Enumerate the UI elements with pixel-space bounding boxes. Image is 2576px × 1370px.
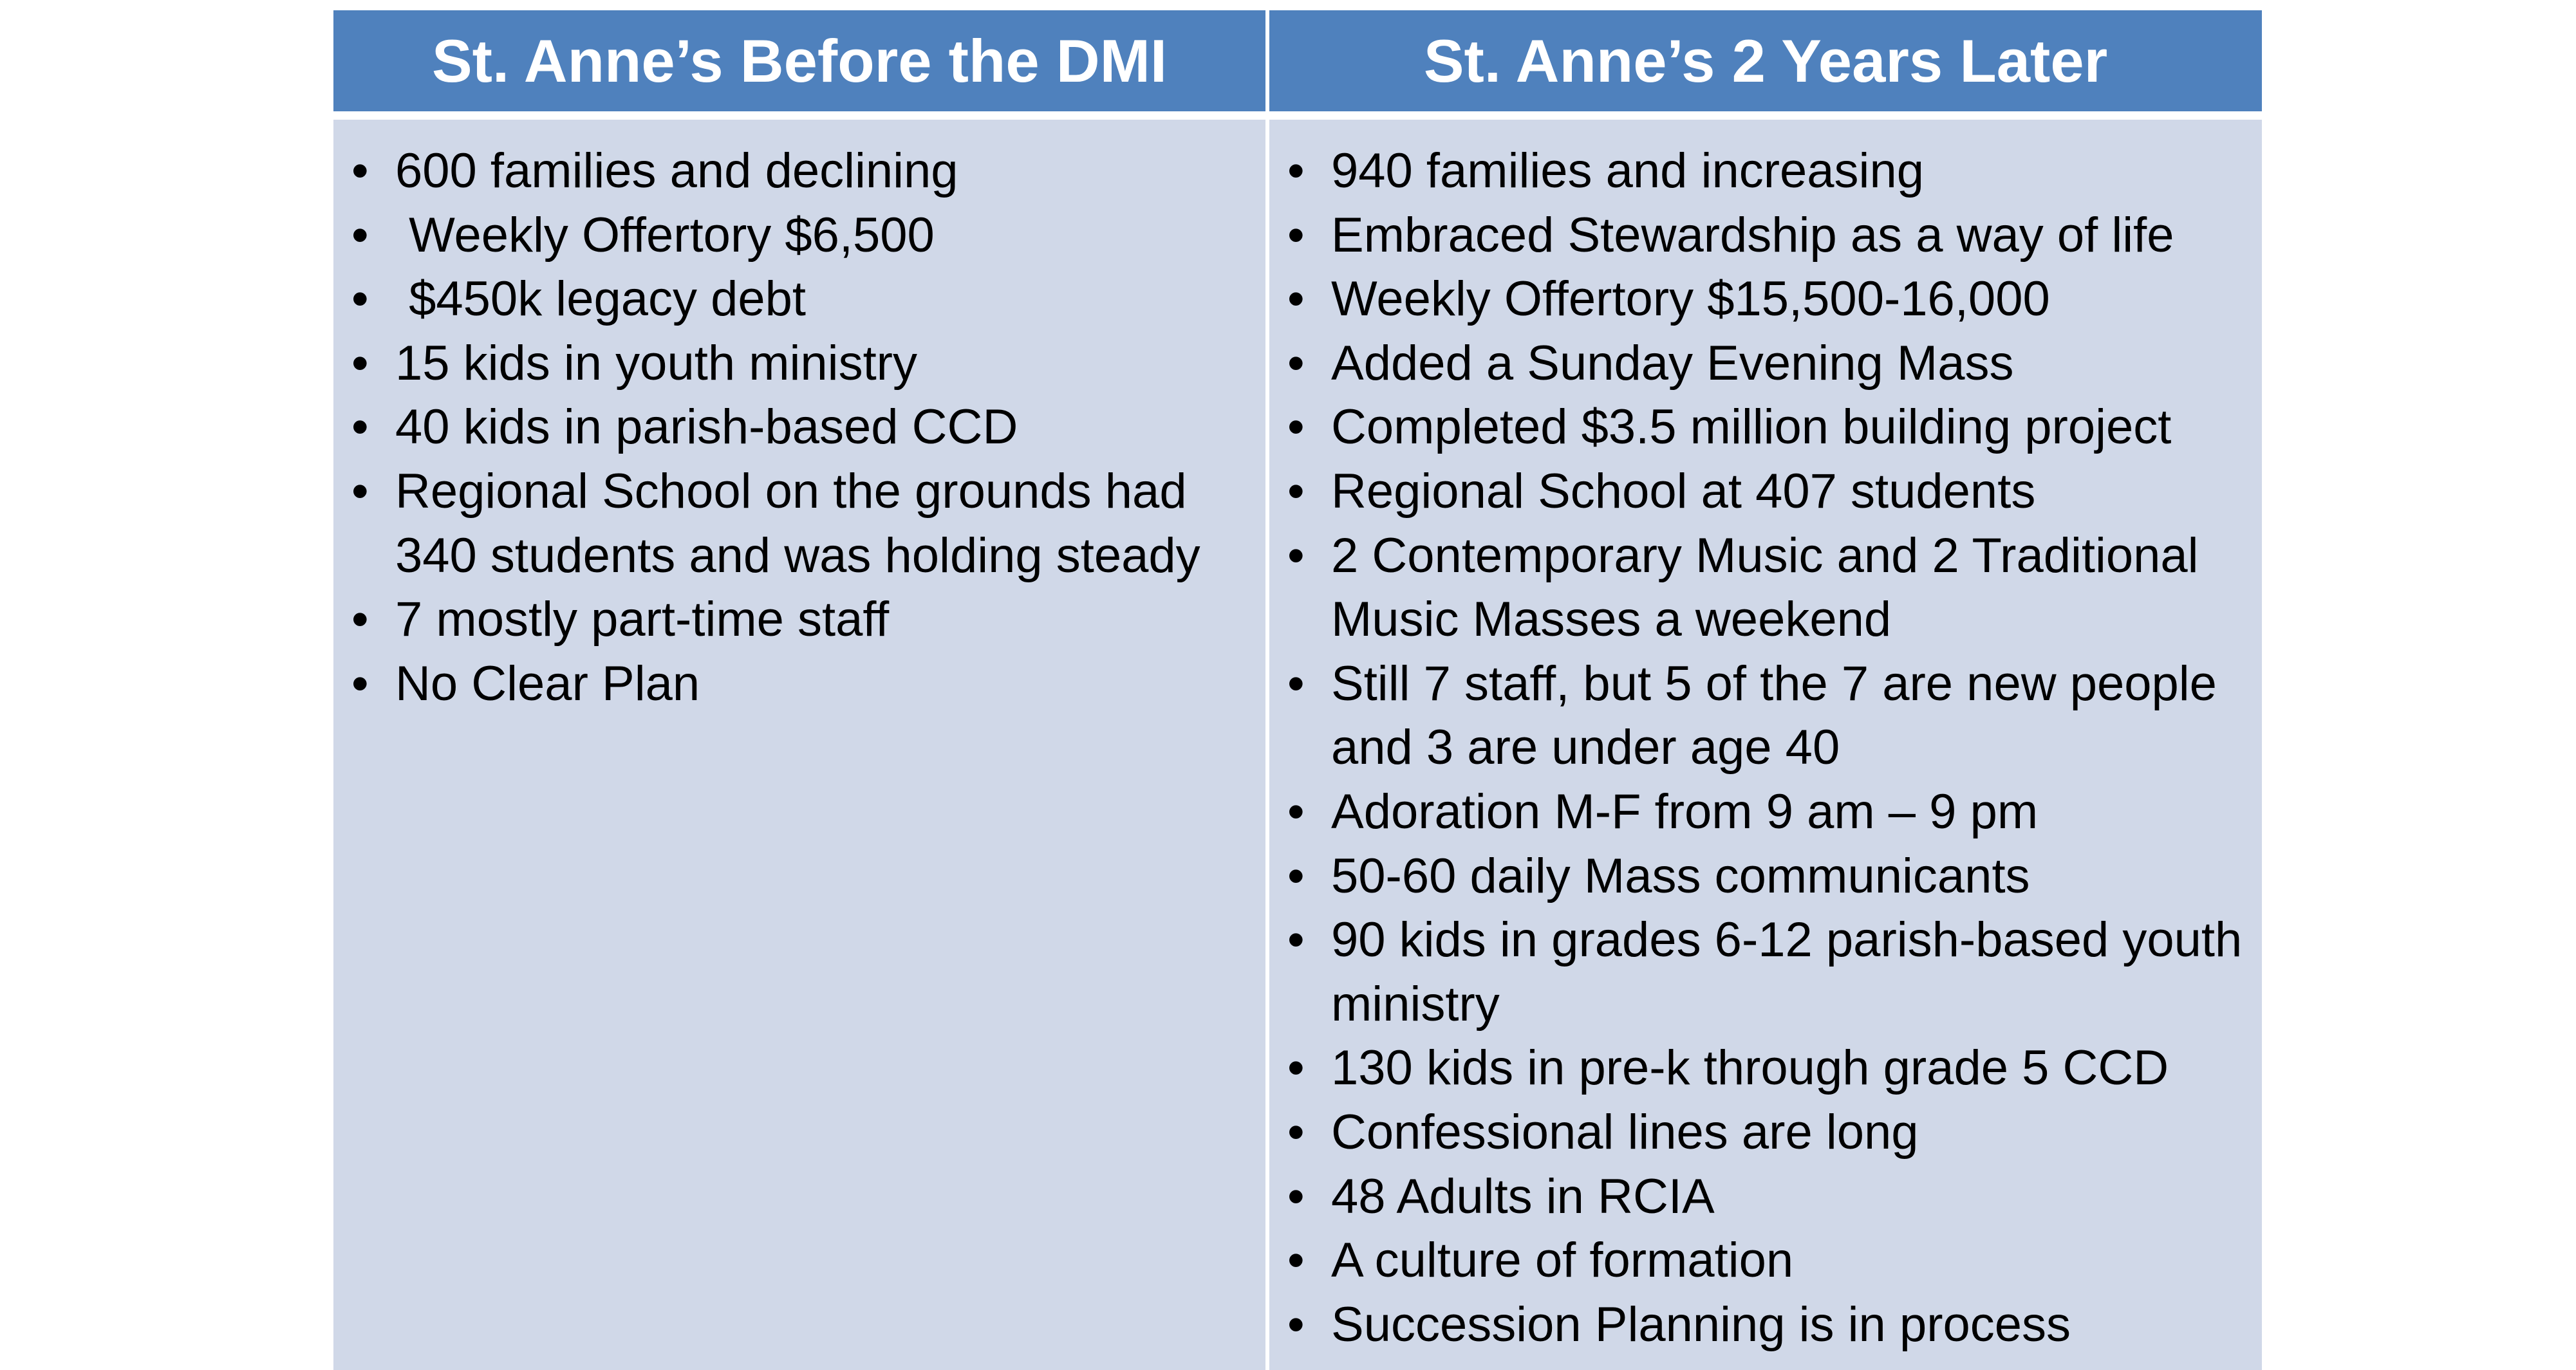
two-years-later-item-text: A culture of formation bbox=[1331, 1233, 1794, 1288]
bullet-icon: • bbox=[1287, 848, 1305, 903]
two-years-later-item-text: Regional School at 407 students bbox=[1331, 463, 2036, 519]
two-years-later-item bbox=[1287, 780, 2259, 844]
before-dmi-item bbox=[351, 652, 1253, 716]
bullet-icon: • bbox=[351, 143, 369, 198]
before-dmi-item-text: 15 kids in youth ministry bbox=[395, 335, 917, 391]
two-years-later-item bbox=[1287, 524, 2259, 652]
two-years-later-item bbox=[1287, 395, 2259, 459]
two-years-later-item bbox=[1287, 1165, 2259, 1229]
bullet-icon: • bbox=[351, 335, 369, 391]
before-dmi-column bbox=[333, 120, 1265, 1370]
bullet-icon: • bbox=[351, 207, 369, 263]
two-years-later-item-text: Embraced Stewardship as a way of life bbox=[1331, 207, 2174, 263]
before-dmi-item bbox=[351, 203, 1253, 268]
before-dmi-item-text: No Clear Plan bbox=[395, 656, 700, 711]
two-years-later-item-text: 130 kids in pre-k through grade 5 CCD bbox=[1331, 1041, 2169, 1096]
before-dmi-item-text: 7 mostly part-time staff bbox=[395, 592, 890, 647]
two-years-later-item-text: Added a Sunday Evening Mass bbox=[1331, 335, 2014, 391]
before-dmi-item-text: 600 families and declining bbox=[395, 143, 958, 198]
before-dmi-item bbox=[351, 267, 1253, 331]
bullet-icon: • bbox=[1287, 463, 1305, 519]
two-years-later-item bbox=[1287, 331, 2259, 396]
before-dmi-list bbox=[351, 139, 1253, 716]
before-dmi-item bbox=[351, 395, 1253, 459]
bullet-icon: • bbox=[351, 592, 369, 647]
two-years-later-item bbox=[1287, 1036, 2259, 1100]
two-years-later-item-text: Confessional lines are long bbox=[1331, 1104, 1919, 1160]
before-dmi-item bbox=[351, 139, 1253, 203]
two-years-later-item-text: 90 kids in grades 6-12 parish-based youth ministry bbox=[1331, 912, 2256, 1032]
before-dmi-item bbox=[351, 459, 1253, 588]
two-years-later-list bbox=[1287, 139, 2259, 1356]
two-years-later-item-text: Adoration M-F from 9 am – 9 pm bbox=[1331, 784, 2039, 839]
bullet-icon: • bbox=[1287, 400, 1305, 455]
two-years-later-item bbox=[1287, 1293, 2259, 1357]
before-dmi-item-text: Weekly Offertory $6,500 bbox=[395, 207, 935, 263]
bullet-icon: • bbox=[1287, 912, 1305, 968]
bullet-icon: • bbox=[1287, 143, 1305, 198]
bullet-icon: • bbox=[1287, 784, 1305, 839]
two-years-later-item-text: 50-60 daily Mass communicants bbox=[1331, 848, 2030, 903]
two-years-later-item-text: Weekly Offertory $15,500-16,000 bbox=[1331, 272, 2050, 327]
two-years-later-header: St. Anne’s 2 Years Later bbox=[1269, 10, 2262, 111]
two-years-later-item-text: 2 Contemporary Music and 2 Traditional Music Masses a weekend bbox=[1331, 528, 2212, 647]
comparison-table bbox=[333, 10, 2262, 1370]
two-years-later-column bbox=[1269, 120, 2262, 1370]
before-dmi-item-text: Regional School on the grounds had 340 students and was holding steady bbox=[395, 463, 1200, 583]
two-years-later-item-text: 48 Adults in RCIA bbox=[1331, 1169, 1715, 1224]
two-years-later-item bbox=[1287, 652, 2259, 780]
bullet-icon: • bbox=[1287, 335, 1305, 391]
bullet-icon: • bbox=[1287, 656, 1305, 711]
bullet-icon: • bbox=[1287, 272, 1305, 327]
two-years-later-item bbox=[1287, 908, 2259, 1036]
bullet-icon: • bbox=[351, 463, 369, 519]
two-years-later-item bbox=[1287, 139, 2259, 203]
two-years-later-item bbox=[1287, 844, 2259, 909]
before-dmi-item bbox=[351, 331, 1253, 396]
before-dmi-item bbox=[351, 588, 1253, 652]
bullet-icon: • bbox=[351, 400, 369, 455]
bullet-icon: • bbox=[1287, 1169, 1305, 1224]
bullet-icon: • bbox=[1287, 207, 1305, 263]
two-years-later-item bbox=[1287, 1100, 2259, 1165]
bullet-icon: • bbox=[1287, 1041, 1305, 1096]
before-dmi-header: St. Anne’s Before the DMI bbox=[333, 10, 1265, 111]
before-dmi-item-text: 40 kids in parish-based CCD bbox=[395, 400, 1018, 455]
two-years-later-item bbox=[1287, 1228, 2259, 1293]
bullet-icon: • bbox=[351, 656, 369, 711]
before-dmi-item-text: $450k legacy debt bbox=[395, 272, 807, 327]
bullet-icon: • bbox=[1287, 1233, 1305, 1288]
two-years-later-item-text: 940 families and increasing bbox=[1331, 143, 1924, 198]
bullet-icon: • bbox=[351, 272, 369, 327]
bullet-icon: • bbox=[1287, 528, 1305, 583]
two-years-later-item-text: Completed $3.5 million building project bbox=[1331, 400, 2172, 455]
two-years-later-item bbox=[1287, 267, 2259, 331]
bullet-icon: • bbox=[1287, 1104, 1305, 1160]
two-years-later-item-text: Succession Planning is in process bbox=[1331, 1297, 2071, 1352]
two-years-later-item bbox=[1287, 203, 2259, 268]
two-years-later-item-text: Still 7 staff, but 5 of the 7 are new people and 3 are under age 40 bbox=[1331, 656, 2231, 775]
bullet-icon: • bbox=[1287, 1297, 1305, 1352]
two-years-later-item bbox=[1287, 459, 2259, 524]
